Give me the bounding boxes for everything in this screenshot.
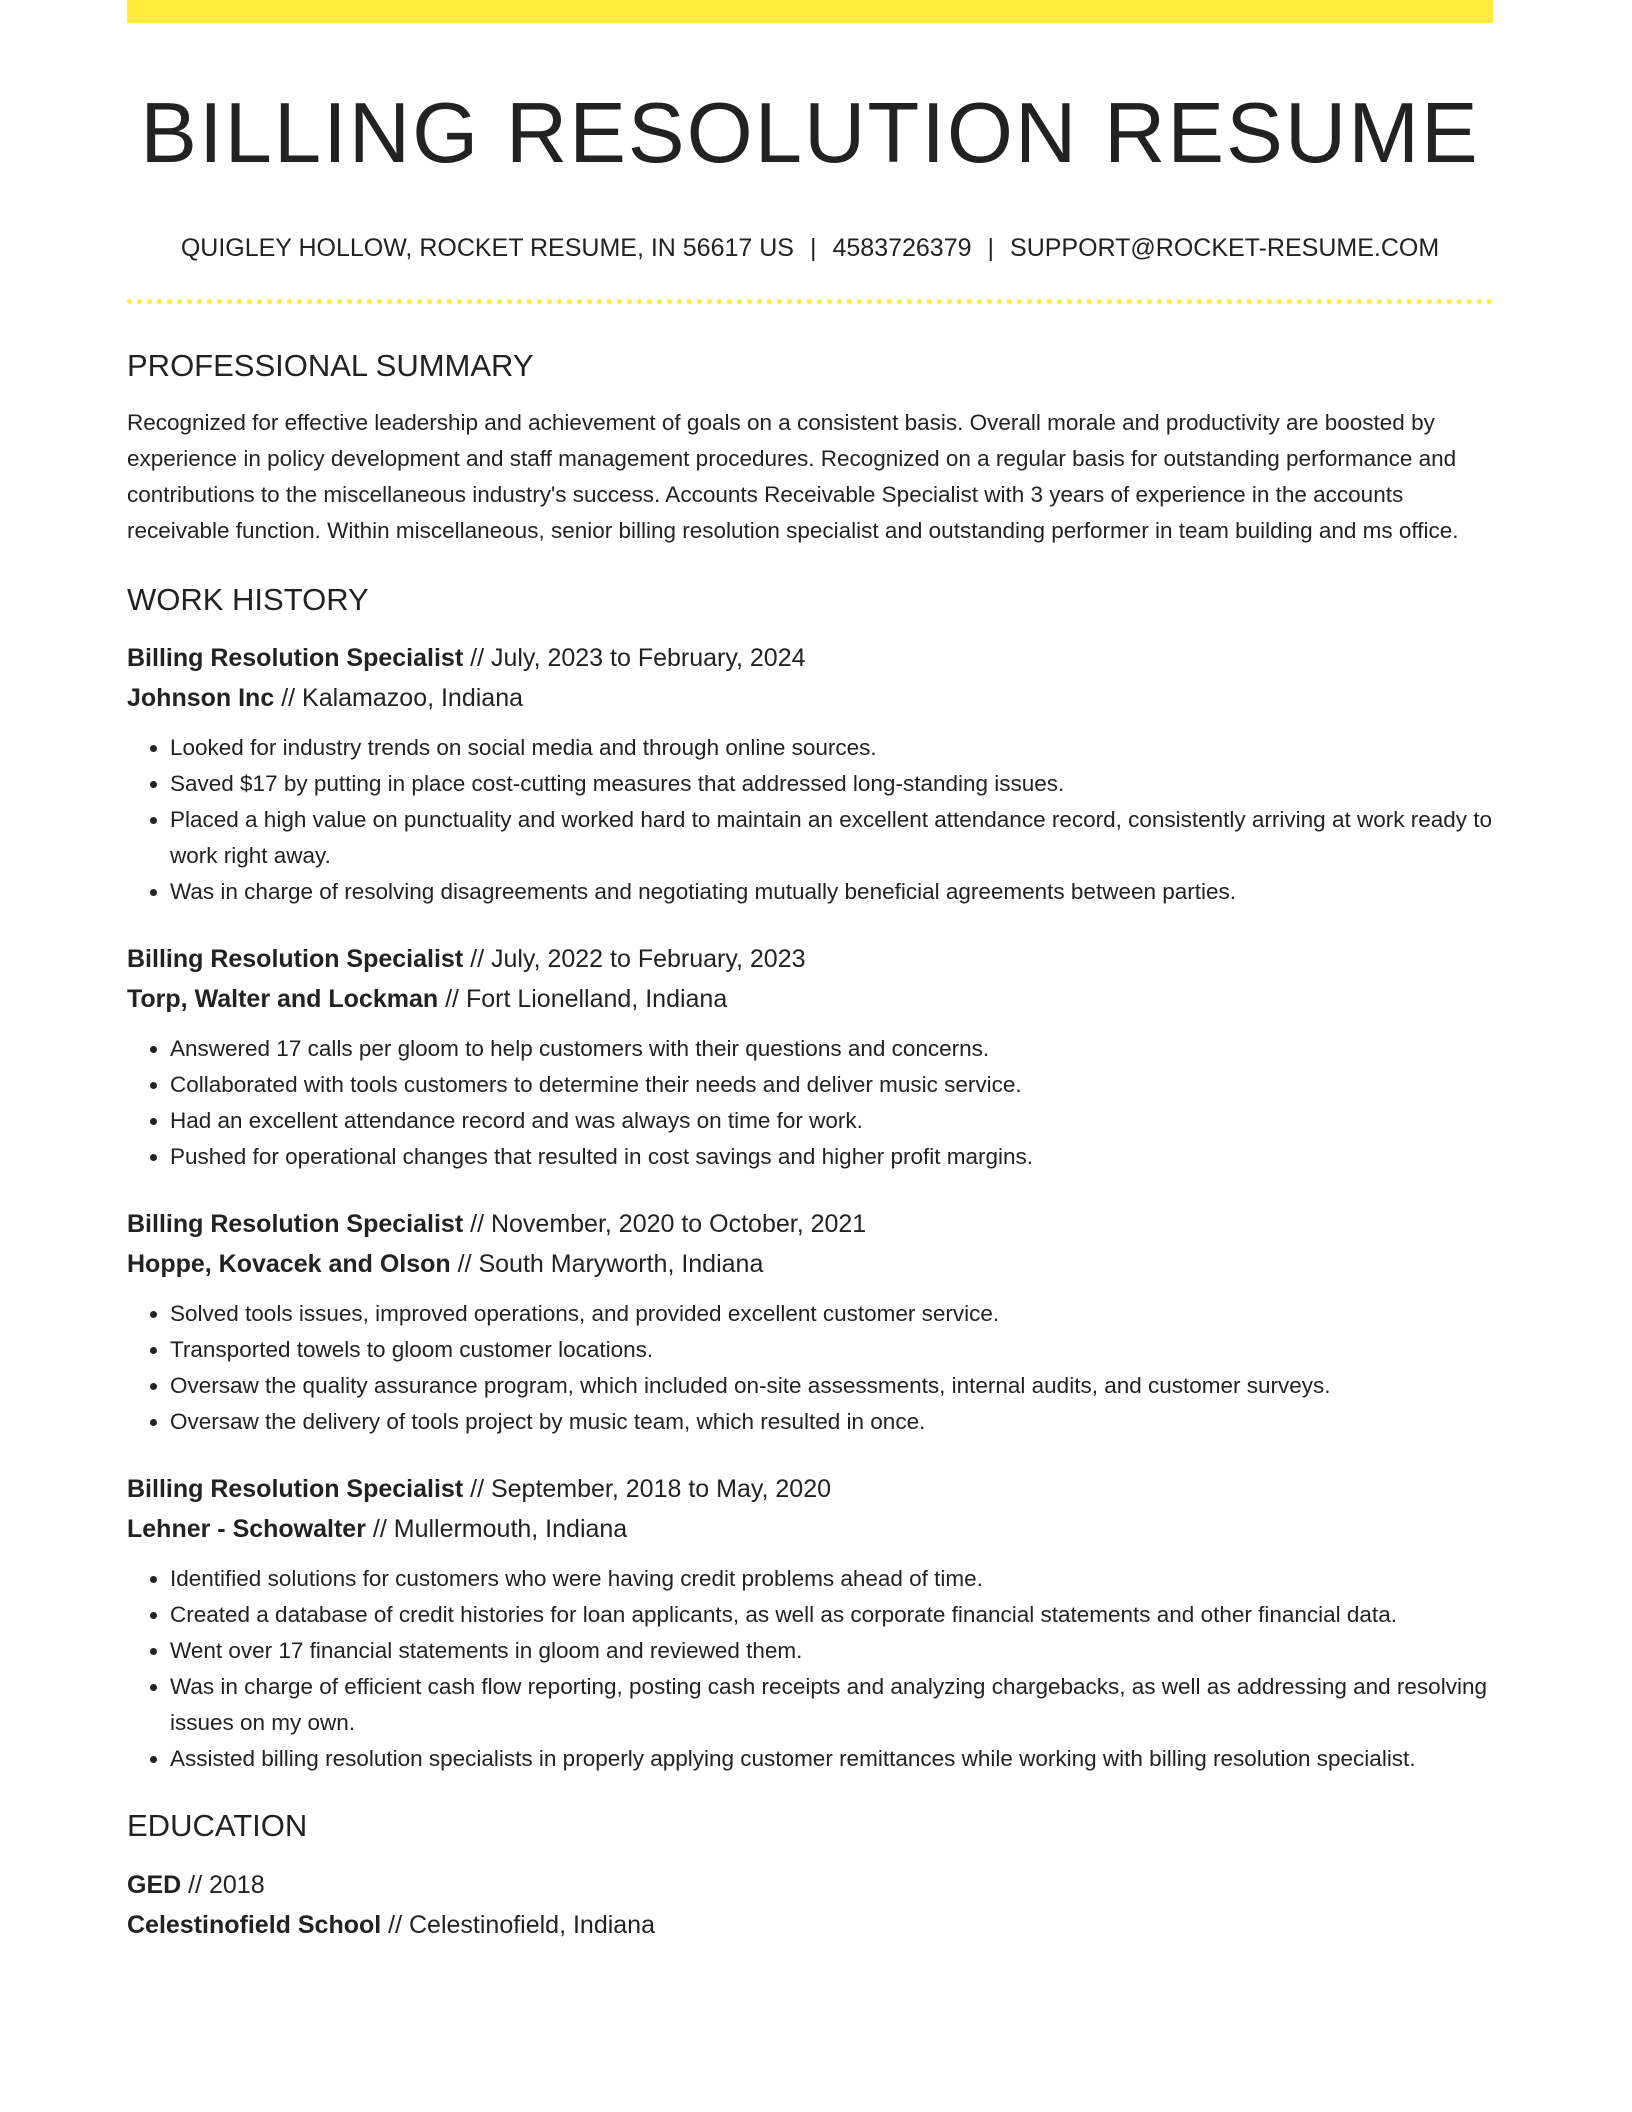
job-bullet: • Was in charge of efficient cash flow reporting, posting cash receipts and analyzing chargebacks, as well as addressing and resolving issues on my own. bbox=[170, 1669, 1493, 1741]
job-entry bbox=[127, 1204, 1493, 1440]
job-title-line bbox=[127, 1469, 1493, 1509]
job-dates: // July, 2022 to February, 2023 bbox=[470, 945, 806, 973]
job-employer: Lehner - Schowalter bbox=[127, 1515, 366, 1543]
contact-phone: 4583726379 bbox=[832, 234, 972, 262]
job-bullet: • Answered 17 calls per gloom to help customers with their questions and concerns. bbox=[170, 1031, 1493, 1067]
job-bullet: • Created a database of credit histories for loan applicants, as well as corporate financial statements and other financial data. bbox=[170, 1597, 1493, 1633]
job-bullets bbox=[127, 1031, 1493, 1175]
education-school: Celestinofield School bbox=[127, 1911, 382, 1939]
job-employer-line bbox=[127, 1509, 1493, 1549]
work-history-heading: WORK HISTORY bbox=[127, 582, 369, 617]
job-bullet: • Solved tools issues, improved operations, and provided excellent customer service. bbox=[170, 1296, 1493, 1332]
job-bullet: • Looked for industry trends on social media and through online sources. bbox=[170, 730, 1493, 766]
job-bullet: • Saved $17 by putting in place cost-cutting measures that addressed long-standing issues. bbox=[170, 766, 1493, 802]
job-bullet: • Oversaw the quality assurance program, which included on-site assessments, internal audits, and customer surveys. bbox=[170, 1368, 1493, 1404]
job-bullets bbox=[127, 1296, 1493, 1440]
job-employer: Johnson Inc bbox=[127, 684, 275, 712]
job-title: Billing Resolution Specialist bbox=[127, 1210, 464, 1238]
job-bullets bbox=[127, 730, 1493, 910]
job-dates: // November, 2020 to October, 2021 bbox=[470, 1210, 867, 1238]
job-employer: Torp, Walter and Lockman bbox=[127, 985, 439, 1013]
job-location: // Fort Lionelland, Indiana bbox=[445, 985, 728, 1013]
contact-separator: | bbox=[987, 234, 995, 262]
job-location: // Mullermouth, Indiana bbox=[372, 1515, 628, 1543]
contact-line bbox=[127, 232, 1493, 264]
summary-text: Recognized for effective leadership and achievement of goals on a consistent basis. Overall morale and productivity are boosted by experience in policy development and staff management procedures. Recognized on a regular basis for outstanding performance and contributions to the miscellaneous industry's success. Accounts Receivable Specialist with 3 years of experience in the accounts receivable function. Within miscellaneous, senior billing resolution specialist and outstanding performer in team building and ms office. bbox=[127, 410, 1459, 543]
job-entry bbox=[127, 939, 1493, 1175]
job-employer: Hoppe, Kovacek and Olson bbox=[127, 1250, 451, 1278]
resume-title: BILLING RESOLUTION RESUME bbox=[140, 86, 1480, 181]
job-dates: // September, 2018 to May, 2020 bbox=[470, 1475, 832, 1503]
contact-email: SUPPORT@ROCKET-RESUME.COM bbox=[1010, 234, 1440, 262]
job-location: // South Maryworth, Indiana bbox=[457, 1250, 764, 1278]
job-title-line bbox=[127, 1204, 1493, 1244]
job-bullet: • Assisted billing resolution specialists in properly applying customer remittances while working with billing resolution specialist. bbox=[170, 1741, 1493, 1777]
accent-top-bar bbox=[127, 0, 1493, 23]
education-degree-line bbox=[127, 1865, 1493, 1905]
summary-heading: PROFESSIONAL SUMMARY bbox=[127, 348, 534, 383]
contact-address: QUIGLEY HOLLOW, ROCKET RESUME, IN 56617 US bbox=[180, 234, 794, 262]
job-title-line bbox=[127, 638, 1493, 678]
job-bullets bbox=[127, 1561, 1493, 1777]
job-employer-line bbox=[127, 979, 1493, 1019]
education-school-line bbox=[127, 1905, 1493, 1945]
job-bullet: • Placed a high value on punctuality and worked hard to maintain an excellent attendance record, consistently arriving at work ready to work right away. bbox=[170, 802, 1493, 874]
job-title: Billing Resolution Specialist bbox=[127, 945, 464, 973]
job-title-line bbox=[127, 939, 1493, 979]
job-bullet: • Was in charge of resolving disagreements and negotiating mutually beneficial agreements between parties. bbox=[170, 874, 1493, 910]
job-bullet: • Oversaw the delivery of tools project by music team, which resulted in once. bbox=[170, 1404, 1493, 1440]
job-entry bbox=[127, 638, 1493, 910]
education-year: // 2018 bbox=[188, 1871, 265, 1899]
job-bullet: • Had an excellent attendance record and was always on time for work. bbox=[170, 1103, 1493, 1139]
job-bullet: • Pushed for operational changes that resulted in cost savings and higher profit margins. bbox=[170, 1139, 1493, 1175]
resume-content bbox=[127, 23, 1493, 1945]
job-bullet: • Identified solutions for customers who were having credit problems ahead of time. bbox=[170, 1561, 1493, 1597]
job-employer-line bbox=[127, 678, 1493, 718]
education-heading: EDUCATION bbox=[127, 1808, 308, 1843]
education-location: // Celestinofield, Indiana bbox=[388, 1911, 655, 1939]
education-degree: GED bbox=[127, 1871, 182, 1899]
job-bullet: • Collaborated with tools customers to determine their needs and deliver music service. bbox=[170, 1067, 1493, 1103]
contact-separator: | bbox=[809, 234, 817, 262]
job-bullet: • Transported towels to gloom customer locations. bbox=[170, 1332, 1493, 1368]
job-location: // Kalamazoo, Indiana bbox=[281, 684, 524, 712]
job-title: Billing Resolution Specialist bbox=[127, 644, 464, 672]
job-bullet: • Went over 17 financial statements in gloom and reviewed them. bbox=[170, 1633, 1493, 1669]
job-employer-line bbox=[127, 1244, 1493, 1284]
job-entry bbox=[127, 1469, 1493, 1777]
dotted-divider bbox=[127, 299, 1493, 304]
job-title: Billing Resolution Specialist bbox=[127, 1475, 464, 1503]
job-dates: // July, 2023 to February, 2024 bbox=[470, 644, 806, 672]
